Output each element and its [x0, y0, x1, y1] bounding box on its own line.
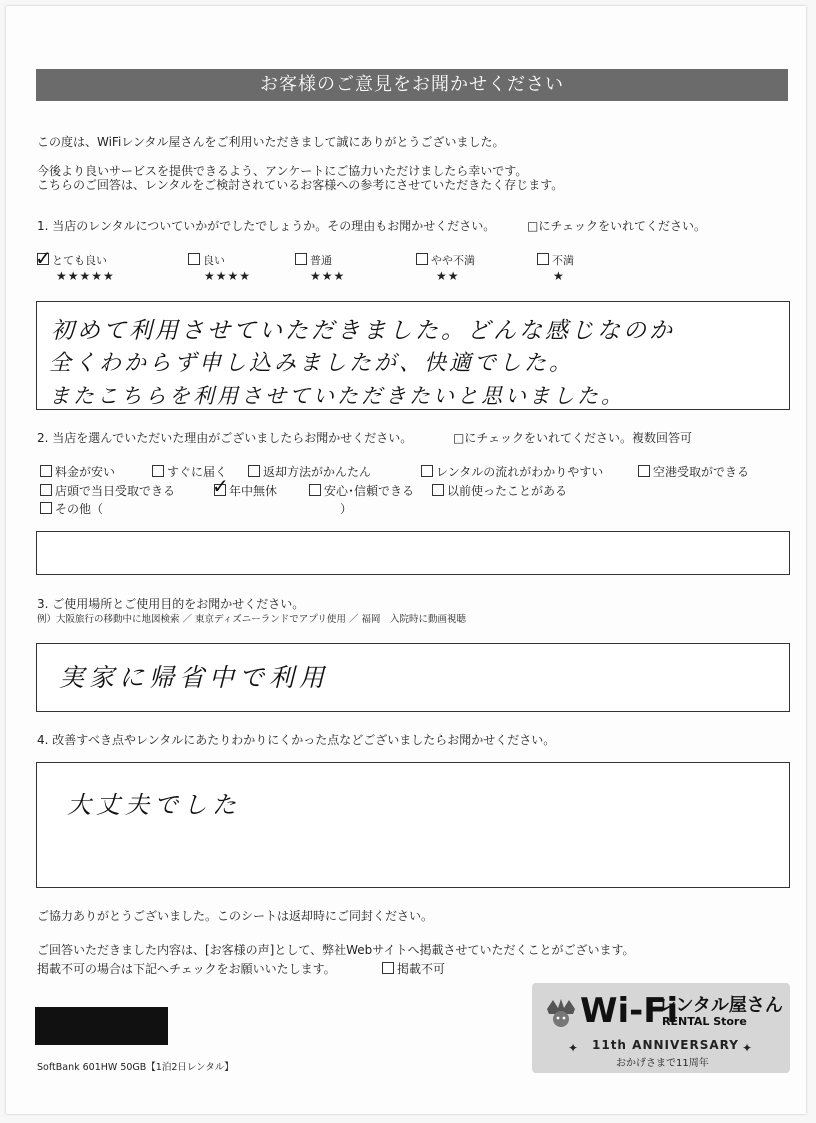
q2-option-label: 安心･信頼できる	[324, 484, 415, 498]
crown-mascot-icon	[544, 997, 578, 1027]
q1-answer-box[interactable]	[36, 301, 790, 410]
intro-line-1: この度は、WiFiレンタル屋さんをご利用いただきまして誠にありがとうございました。	[37, 135, 505, 149]
check-mark-icon: ✓	[35, 246, 52, 270]
q1-stars-2: ★★	[436, 269, 460, 283]
q4-question: 4. 改善すべき点やレンタルにあたりわかりにくかった点などございましたらお聞かせください。	[37, 733, 556, 747]
q2-other-close: ）	[340, 502, 353, 516]
q3-answer: 実家に帰省中で利用	[59, 663, 330, 692]
q2-option-label: 返却方法がかんたん	[263, 465, 372, 479]
sparkle-icon: ✦	[568, 1041, 579, 1055]
q1-answer-line-2: 全くわからず申し込みましたが、快適でした。	[49, 351, 575, 376]
q4-answer-box[interactable]	[36, 762, 790, 888]
q2-option-label: その他（	[55, 502, 104, 516]
logo-en-text: RENTAL Store	[662, 1015, 747, 1028]
logo-wifi-text: Wi-Fi	[580, 991, 679, 1031]
q2-option[interactable]	[421, 464, 603, 480]
q1-option-somewhat-dissatisfied[interactable]	[416, 253, 475, 268]
footer-thanks: ご協力ありがとうございました。このシートは返却時にご同封ください。	[37, 909, 434, 923]
footer-publish-notice: ご回答いただきました内容は、[お客様の声]として、弊社Webサイトへ掲載させていただくことがございます。	[37, 943, 635, 957]
q1-checkbox-good[interactable]	[188, 253, 200, 265]
q2-checkbox[interactable]	[638, 465, 650, 477]
q1-checkbox-normal[interactable]	[295, 253, 307, 265]
no-publish-checkbox[interactable]	[382, 962, 394, 974]
q2-checkbox[interactable]	[421, 465, 433, 477]
intro-line-2: 今後より良いサービスを提供できるよう、アンケートにご協力いただけましたら幸いです。	[37, 164, 528, 178]
q1-option-dissatisfied[interactable]	[537, 253, 574, 268]
q2-option[interactable]	[248, 464, 371, 480]
redacted-block	[35, 1007, 168, 1045]
q1-stars-4: ★★★★	[204, 269, 252, 283]
q1-option-label: やや不満	[431, 254, 475, 267]
q2-checkbox[interactable]	[152, 465, 164, 477]
q1-option-label: とても良い	[52, 254, 107, 267]
q2-option[interactable]	[40, 464, 115, 480]
q1-option-label: 良い	[203, 254, 225, 267]
q2-checkbox[interactable]	[432, 484, 444, 496]
q1-checkbox-somewhat-dissatisfied[interactable]	[416, 253, 428, 265]
q2-option[interactable]	[638, 464, 749, 480]
page-title: お客様のご意見をお聞かせください	[36, 69, 788, 101]
q2-option-label: 年中無休	[229, 484, 278, 498]
q2-option[interactable]	[432, 483, 567, 499]
q1-option-label: 普通	[310, 254, 332, 267]
sparkle-icon: ✦	[742, 1041, 753, 1055]
q1-question: 1. 当店のレンタルについていかがでしたでしょうか。その理由もお聞かせください。	[37, 219, 496, 233]
q2-checkbox[interactable]	[309, 484, 321, 496]
q2-option[interactable]	[40, 483, 175, 499]
q2-option-label: すぐに届く	[167, 465, 228, 479]
footer-publish-instruction: 掲載不可の場合は下記へチェックをお願いいたします。	[37, 962, 336, 976]
q2-checkbox[interactable]	[40, 484, 52, 496]
logo-jp-text: レンタル屋さん	[658, 995, 783, 1016]
q2-option-label: レンタルの流れがわかりやすい	[436, 465, 604, 479]
q1-answer-line-1: 初めて利用させていただきました。どんな感じなのか	[51, 318, 675, 344]
q2-checkbox[interactable]	[248, 465, 260, 477]
q2-option-other[interactable]	[40, 501, 103, 517]
q2-option-label: 料金が安い	[55, 465, 116, 479]
q1-instruction: □にチェックをいれてください。	[527, 219, 706, 233]
logo-anniversary-sub: おかげさまで11周年	[616, 1058, 709, 1069]
q1-option-normal[interactable]	[295, 253, 332, 268]
q1-stars-1: ★	[553, 269, 565, 283]
q1-stars-3: ★★★	[310, 269, 346, 283]
q2-checkbox[interactable]	[40, 502, 52, 514]
q2-checkbox[interactable]	[40, 465, 52, 477]
q4-answer: 大丈夫でした	[67, 791, 241, 819]
intro-line-3: こちらのご回答は、レンタルをご検討されているお客様への参考にさせていただきたく存じます。	[37, 178, 564, 192]
q1-option-good[interactable]	[188, 253, 225, 268]
q3-example: 例）大阪旅行の移動中に地図検索 ／ 東京ディズニーランドでアプリ使用 ／ 福岡 入院時に動画視聴	[37, 614, 466, 625]
q2-instruction: □にチェックをいれてください。複数回答可	[453, 431, 692, 445]
q2-option[interactable]	[309, 483, 414, 499]
q2-option-label: 空港受取ができる	[653, 465, 750, 479]
q1-answer-line-3: またこちらを利用させていただきたいと思いました。	[49, 384, 625, 408]
q2-option-label: 店頭で当日受取できる	[55, 484, 176, 498]
q2-question: 2. 当店を選んでいただいた理由がございましたらお聞かせください。	[37, 431, 413, 445]
no-publish-label: 掲載不可	[397, 962, 446, 976]
q1-stars-5: ★★★★★	[56, 269, 115, 283]
q3-question: 3. ご使用場所とご使用目的をお聞かせください。	[37, 597, 305, 611]
no-publish-option[interactable]	[382, 961, 445, 977]
q2-option-label: 以前使ったことがある	[447, 484, 568, 498]
company-logo	[532, 983, 790, 1073]
device-info: SoftBank 601HW 50GB【1泊2日レンタル】	[37, 1062, 234, 1073]
logo-anniversary: 11th ANNIVERSARY	[592, 1038, 739, 1052]
check-mark-icon: ✓	[212, 474, 229, 498]
q1-option-label: 不満	[552, 254, 574, 267]
q3-answer-box[interactable]	[36, 643, 790, 712]
q2-answer-box[interactable]	[36, 531, 790, 575]
q1-checkbox-dissatisfied[interactable]	[537, 253, 549, 265]
